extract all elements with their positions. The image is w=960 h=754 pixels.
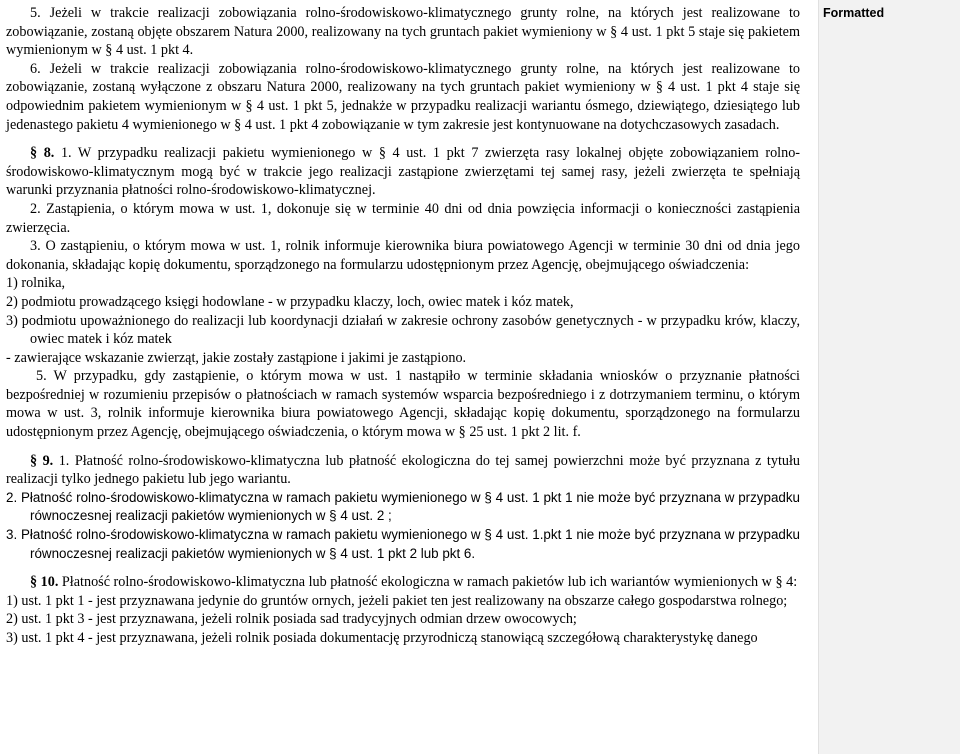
paragraph-text: 1. W przypadku realizacji pakietu wymienionego w § 4 ust. 1 pkt 7 zwierzęta rasy lokalnej objęte zobowiązaniem rolno-środowiskowo-klimatycznym mogą być w trakcie jego realizacji zastąpione zwierzętami tej samej rasy, jeżeli zwierzęta te spełniają warunki przyznania płatności rolno-środowiskowo-klimatycznej. bbox=[6, 145, 801, 199]
paragraph-text: 1. Płatność rolno-środowiskowo-klimatyczna lub płatność ekologiczna do tej samej powierzchni może być przyznana z tytułu realizacji tylko jednego pakietu lub jego wariantu. bbox=[6, 452, 801, 488]
section-9-paragraph-2: 2. Płatność rolno-środowiskowo-klimatyczna w ramach pakietu wymienionego w § 4 ust. 1 pkt 1 nie może być przyznana w przypadku równoczesnej realizacji pakietów wymienionych w § 4 ust. 2 ; bbox=[6, 489, 800, 524]
paragraph-6 bbox=[6, 60, 800, 134]
paragraph-text: Jeżeli w trakcie realizacji zobowiązania rolno-środowiskowo-klimatycznego grunty rolne, na których jest realizowane to zobowiązanie, zostaną objęte obszarem Natura 2000, realizowany na tych gruntach pakiet wymieniony w § 4 ust. 1 pkt 5 staje się pakietem wymienionym w § 4 ust. 1 pkt 4. bbox=[6, 5, 801, 59]
section-8-paragraph-2: 2. Zastąpienia, o którym mowa w ust. 1, dokonuje się w terminie 40 dni od dnia powzięcia informacji o konieczności zastąpienia zwierzęcia. bbox=[6, 200, 800, 236]
formatting-comment: Formatted bbox=[823, 6, 885, 20]
section-label: § 9. bbox=[30, 452, 54, 469]
list-item: 3) podmiotu upoważnionego do realizacji lub koordynacji działań w zakresie ochrony zasobów genetycznych - w przypadku krów, klaczy, owiec matek i kóz matek bbox=[6, 312, 800, 348]
section-10-intro bbox=[6, 573, 800, 592]
list-item: 2) podmiotu prowadzącego księgi hodowlane - w przypadku klaczy, loch, owiec matek i kóz matek, bbox=[6, 293, 574, 310]
paragraph-5 bbox=[6, 4, 800, 60]
section-label: § 10. bbox=[30, 574, 59, 591]
list-item: 1) rolnika, bbox=[6, 275, 66, 292]
section-8-paragraph-5: 5. W przypadku, gdy zastąpienie, o którym mowa w ust. 1 nastąpiło w terminie składania wniosków o przyznanie płatności bezpośredniej w rozumieniu przepisów o płatnościach w ramach systemów wsparcia bezpośredniego i z dotrzymaniem terminu, o którym mowa w ust. 3, rolnik informuje kierownika biura powiatowego Agencji, składając kopię dokumentu, sporządzonego na formularzu udostępnionym przez Agencję, obejmującego oświadczenia, o którym mowa w § 25 ust. 1 pkt 2 lit. f. bbox=[6, 368, 800, 441]
section-9-paragraph-3: 3. Płatność rolno-środowiskowo-klimatyczna w ramach pakietu wymienionego w § 4 ust. 1.pkt 1 nie może być przyznana w przypadku równoczesnej realizacji pakietów wymienionych w § 4 ust. 1 pkt 2 lub pkt 6. bbox=[6, 527, 800, 561]
section-label: § 8. bbox=[30, 145, 55, 162]
dash-note: - zawierające wskazanie zwierząt, jakie zostały zastąpione i jakimi je zastąpiono. bbox=[6, 349, 467, 366]
paragraph-number: 6. bbox=[30, 60, 41, 77]
section-9-paragraph-1 bbox=[6, 452, 800, 489]
list-item: 1) ust. 1 pkt 1 - jest przyznawana jedynie do gruntów ornych, jeżeli pakiet ten jest realizowany na obszarze całego gospodarstwa rolnego; bbox=[6, 592, 788, 609]
paragraph-text: Płatność rolno-środowiskowo-klimatyczna lub płatność ekologiczna w ramach pakietów lub ich wariantów wymienionych w § 4: bbox=[61, 574, 798, 591]
list-item: 3) ust. 1 pkt 4 - jest przyznawana, jeżeli rolnik posiada dokumentację przyrodniczą stanowiącą szczegółową charakterystykę danego bbox=[6, 630, 758, 646]
list-item: 2) ust. 1 pkt 3 - jest przyznawana, jeżeli rolnik posiada sad tradycyjnych odmian drzew owocowych; bbox=[6, 611, 577, 628]
comments-pane bbox=[818, 0, 960, 754]
section-8-paragraph-1 bbox=[6, 144, 800, 200]
document-body bbox=[6, 4, 800, 648]
paragraph-number: 5. bbox=[30, 5, 41, 21]
paragraph-text: Jeżeli w trakcie realizacji zobowiązania rolno-środowiskowo-klimatycznego grunty rolne, na których jest realizowane to zobowiązanie, zostaną wyłączone z obszaru Natura 2000, realizowany na tych gruntach pakiet wymieniony w § 4 ust. 1 pkt 4 staje się odpowiednim pakietem wymienionym w § 4 ust. 1 pkt 5, jednakże w przypadku realizacji wariantu ósmego, dziewiątego, dziesiątego lub jedenastego pakietu 4 wymienionego w § 4 ust. 1 pkt 4 zobowiązanie w tym zakresie jest kontynuowane na dotychczasowych zasadach. bbox=[6, 60, 801, 133]
section-8-paragraph-3: 3. O zastąpieniu, o którym mowa w ust. 1, rolnik informuje kierownika biura powiatowego Agencji w terminie 30 dni od dnia jego dokonania, składając kopię dokumentu, sporządzonego na formularzu udostępnionym przez Agencję, obejmującego oświadczenia: bbox=[6, 238, 800, 273]
